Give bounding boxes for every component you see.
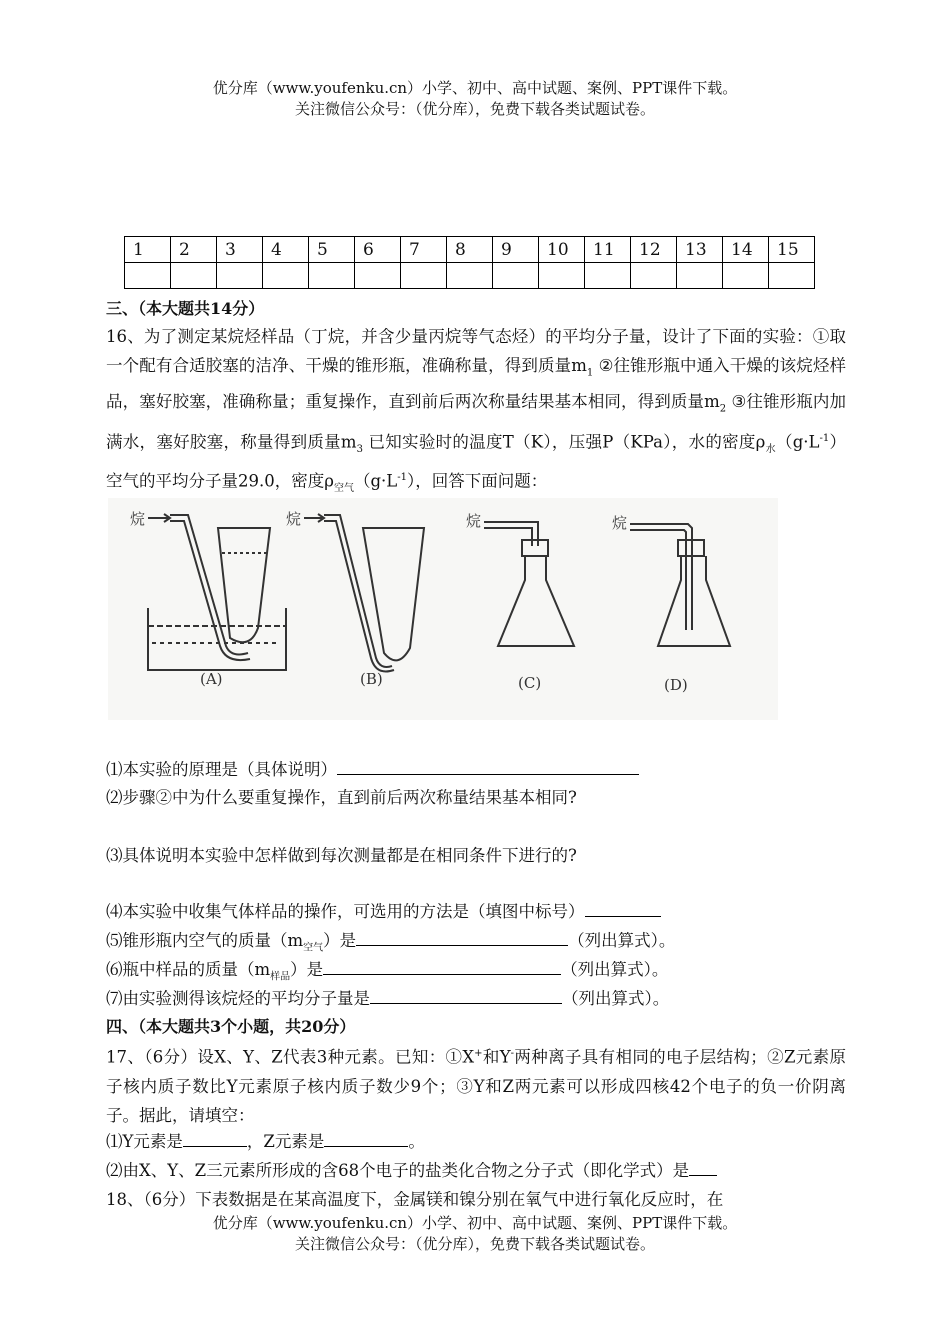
answer-number-cell: 3 xyxy=(217,237,263,263)
label-a: (A) xyxy=(200,670,223,688)
answer-number-cell: 1 xyxy=(125,237,171,263)
gas-label-d: 烷 xyxy=(612,514,628,532)
question-16-5: ⑸锥形瓶内空气的质量$(m_{空气})$是 （列出算式）。 xyxy=(106,927,675,953)
answer-blank-cell[interactable] xyxy=(677,263,723,289)
answer-blank-cell[interactable] xyxy=(493,263,539,289)
section-4-title: 四、（本大题共3个小题，共20分） xyxy=(106,1017,356,1036)
gas-label-c: 烷 xyxy=(466,512,482,530)
question-16-2: ⑵步骤②中为什么要重复操作，直到前后两次称量结果基本相同? xyxy=(106,788,577,807)
answer-number-cell: 5 xyxy=(309,237,355,263)
answer-number-cell: 7 xyxy=(401,237,447,263)
answer-number-cell: 8 xyxy=(447,237,493,263)
question-16-1: ⑴本实验的原理是（具体说明） xyxy=(106,756,639,780)
header-line-2: 关注微信公众号：（优分库），免费下载各类试题试卷。 xyxy=(294,100,655,118)
answer-blank-cell[interactable] xyxy=(447,263,493,289)
answer-blank-cell[interactable] xyxy=(401,263,447,289)
question-17-text: 17、（6分）设X、Y、Z代表3种元素。已知：①X+和Y-两种离子具有相同的电子层结构；②Z元素原子核内质子数比Y元素原子核内质子数少9个；③Y和Z两元素可以形成四核42个电子的负一价阴离子。据此，请填空： xyxy=(106,1047,846,1125)
answer-number-cell: 12 xyxy=(631,237,677,263)
answer-blank-cell[interactable] xyxy=(309,263,355,289)
gas-label-a: 烷 xyxy=(130,510,146,528)
answer-blank-6[interactable] xyxy=(323,958,561,976)
answer-number-cell: 6 xyxy=(355,237,401,263)
answer-blank-4[interactable] xyxy=(585,900,661,918)
question-17-2: ⑵由X、Y、Z三元素所形成的含68个电子的盐类化合物之分子式（即化学式）是 xyxy=(106,1157,717,1181)
answer-blank-cell[interactable] xyxy=(125,263,171,289)
question-16-3: ⑶具体说明本实验中怎样做到每次测量都是在相同条件下进行的? xyxy=(106,846,577,865)
section-3-title: 三、（本大题共14分） xyxy=(106,299,265,318)
answer-blank-5[interactable] xyxy=(356,929,568,947)
question-18-text: 18、（6分）下表数据是在某高温度下，金属镁和镍分别在氧气中进行氧化反应时，在 xyxy=(106,1190,724,1209)
answer-blank-cell[interactable] xyxy=(171,263,217,289)
answer-blank-cell[interactable] xyxy=(723,263,769,289)
answer-blank-7[interactable] xyxy=(370,987,562,1005)
answer-number-row xyxy=(125,237,815,263)
label-c: (C) xyxy=(518,674,542,692)
answer-blank-cell[interactable] xyxy=(539,263,585,289)
label-d: (D) xyxy=(664,676,688,694)
header-line-1: 优分库（www.youfenku.cn）小学、初中、高中试题、案例、PPT课件下载。 xyxy=(212,79,738,97)
apparatus-b xyxy=(286,510,424,672)
question-16-7: ⑺由实验测得该烷烃的平均分子量是 （列出算式）。 xyxy=(106,985,669,1009)
answer-blank-cell[interactable] xyxy=(769,263,815,289)
answer-blank-cell[interactable] xyxy=(631,263,677,289)
answer-number-cell: 13 xyxy=(677,237,723,263)
apparatus-d xyxy=(612,514,730,646)
answer-blank-cell[interactable] xyxy=(263,263,309,289)
answer-number-cell: 9 xyxy=(493,237,539,263)
answer-blank-z[interactable] xyxy=(324,1130,408,1148)
gas-label-b: 烷 xyxy=(286,510,302,528)
answer-table xyxy=(124,236,815,289)
answer-number-cell: 14 xyxy=(723,237,769,263)
answer-blank-cell[interactable] xyxy=(355,263,401,289)
answer-blank-cell[interactable] xyxy=(217,263,263,289)
answer-blank-y[interactable] xyxy=(183,1130,247,1148)
question-17-1: ⑴Y元素是 ，Z元素是 。 xyxy=(106,1128,425,1152)
footer-line-1: 优分库（www.youfenku.cn）小学、初中、高中试题、案例、PPT课件下载。 xyxy=(212,1214,738,1232)
answer-number-cell: 4 xyxy=(263,237,309,263)
label-b: (B) xyxy=(360,670,383,688)
answer-blank-cell[interactable] xyxy=(585,263,631,289)
answer-blank-row xyxy=(125,263,815,289)
question-16-text: 16、为了测定某烷烃样品（丁烷，并含少量丙烷等气态烃）的平均分子量，设计了下面的实验：①取一个配有合适胶塞的洁净、干燥的锥形瓶，准确称量，得到质量$m_1$ ②往锥形瓶中通入干燥的该烷烃样品，塞好胶塞，准确称量；重复操作，直到前后两次称量结果基本相同，得到质量$m_2$ ③往锥形瓶内加满水，塞好胶塞，称量得到质量$m_3$ 已知实验时的温度T（K），压强P（KPa），水的密度$\rho_水(g\cdot L^{-1})$空气的平均分子量29.0，密度$\rho_{空气}(g\cdot L^{-1})$，回答下面问题： xyxy=(106,327,847,495)
apparatus-figure xyxy=(108,498,778,720)
page-header xyxy=(0,78,950,120)
answer-number-cell: 2 xyxy=(171,237,217,263)
answer-number-cell: 11 xyxy=(585,237,631,263)
question-16-4: ⑷本实验中收集气体样品的操作，可选用的方法是（填图中标号） xyxy=(106,898,661,922)
answer-blank-1[interactable] xyxy=(337,758,639,776)
answer-blank-formula[interactable] xyxy=(689,1159,717,1177)
apparatus-c xyxy=(466,512,574,646)
answer-number-cell: 10 xyxy=(539,237,585,263)
footer-line-2: 关注微信公众号：（优分库），免费下载各类试题试卷。 xyxy=(294,1235,655,1253)
answer-number-cell: 15 xyxy=(769,237,815,263)
apparatus-diagram xyxy=(108,498,778,720)
question-16-6: ⑹瓶中样品的质量$(m_{样品})$是 （列出算式）。 xyxy=(106,956,668,982)
page-footer xyxy=(0,1213,950,1255)
apparatus-a xyxy=(130,510,286,670)
